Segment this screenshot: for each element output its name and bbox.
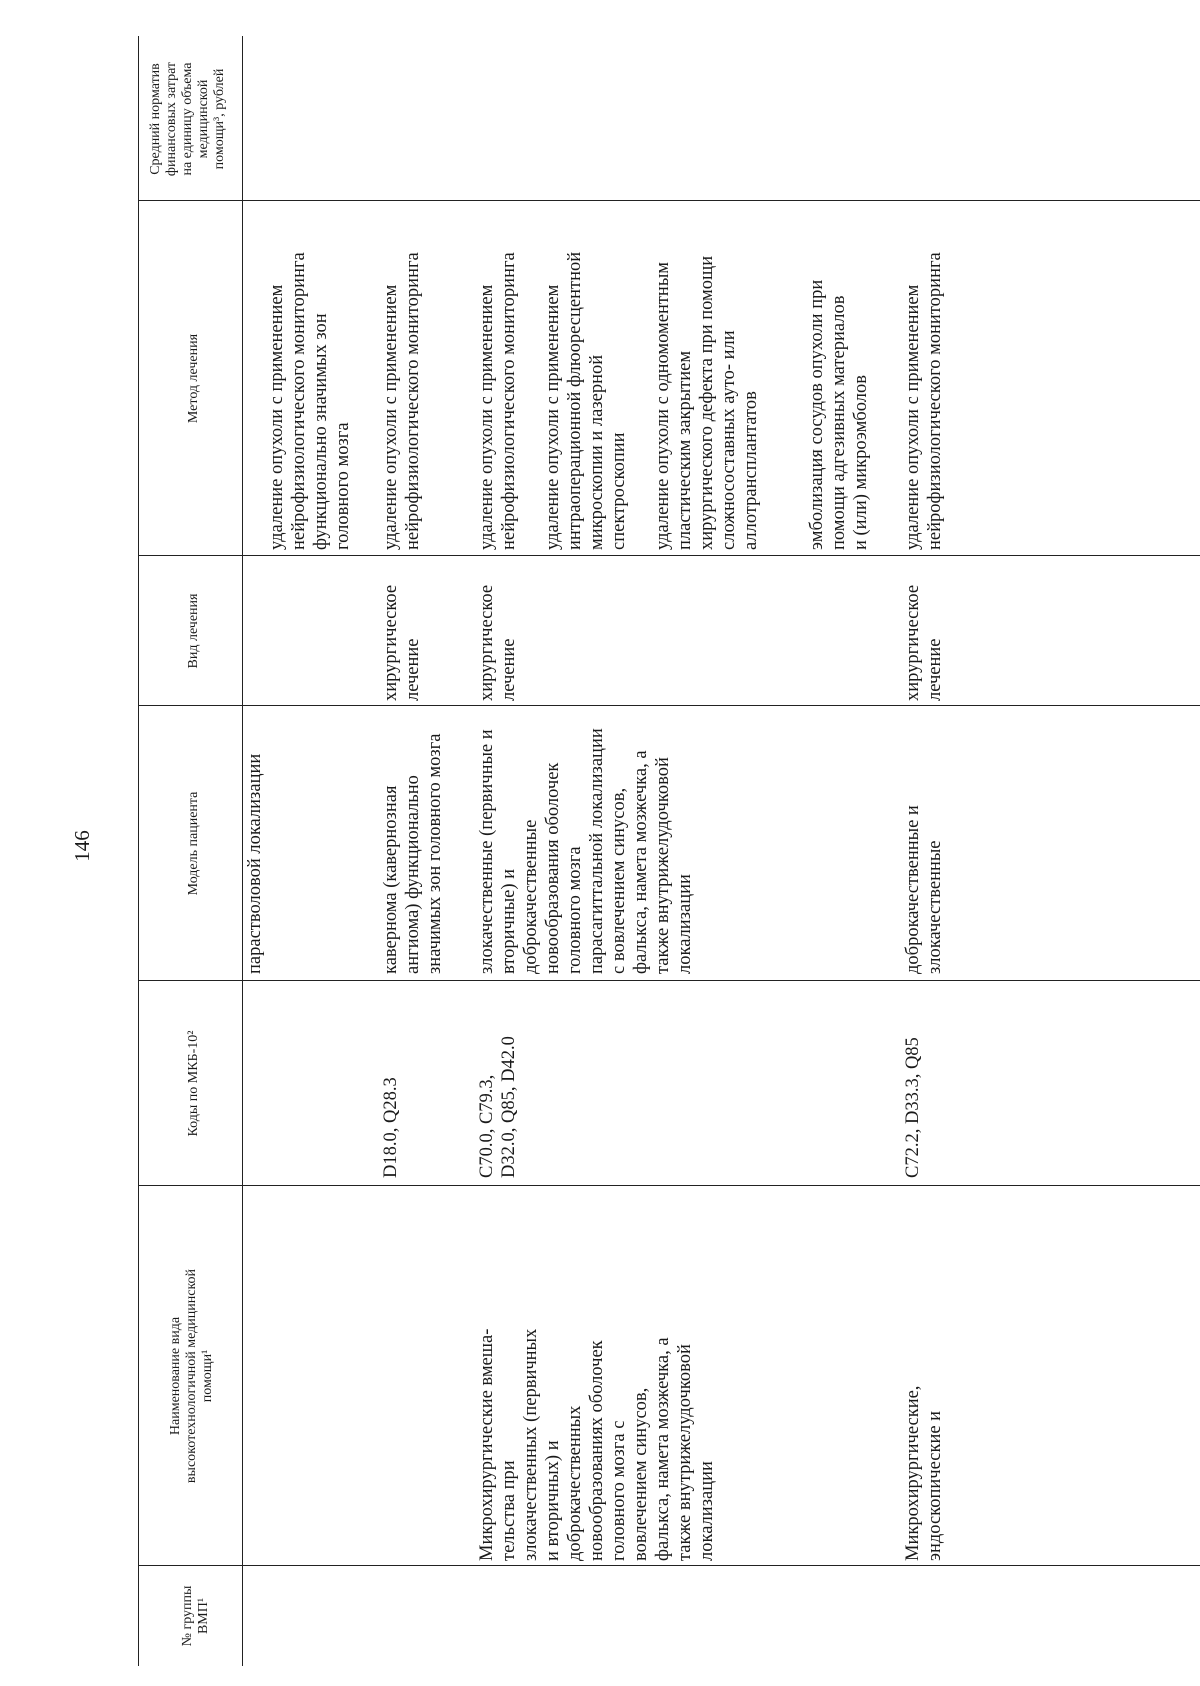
method-cell: удаление опухоли с применением нейрофизиологического мониторинга функционально значимых зон головного мозга xyxy=(267,252,353,550)
vmp-name-cell: Микрохирургические, эндоскопические и xyxy=(903,1385,945,1561)
header-group-no: № группы ВМП¹ xyxy=(180,1585,211,1647)
method-cell: удаление опухоли с применением нейрофизиологического мониторинга xyxy=(381,252,423,550)
method-cell: удаление опухоли с применением нейрофизиологического мониторинга xyxy=(903,252,945,550)
treatment-type-cell: хирургическое лечение xyxy=(381,584,423,701)
column-divider xyxy=(138,980,1200,981)
patient-model-cell: доброкачественные и злокачественные xyxy=(903,805,945,974)
icd-codes-cell: D18.0, Q28.3 xyxy=(381,1077,401,1178)
header-patient-model: Модель пациента xyxy=(186,791,201,896)
column-divider xyxy=(138,555,1200,556)
header-icd-codes: Коды по МКБ-10² xyxy=(186,1030,201,1137)
treatment-type-cell: хирургическое лечение xyxy=(903,584,945,701)
patient-model-cell: парастволовой локализации xyxy=(245,753,265,974)
column-divider xyxy=(138,705,1200,706)
patient-model-cell: злокачественные (первичные и вторичные) и доброкачественные новообразования оболочек головного мозга парасагиттальной локализации с вовлечением синусов, фалькса, намета мозжечка, а также внутрижелудочковой локализации xyxy=(477,728,695,974)
header-vmp-name: Наименование вида высокотехнологичной медицинской помощи¹ xyxy=(168,1268,215,1484)
column-divider xyxy=(138,1565,1200,1566)
patient-model-cell: кавернома (кавернозная ангиома) функционально значимых зон головного мозга xyxy=(381,733,445,974)
table-top-border xyxy=(138,36,139,1666)
header-treatment-type: Вид лечения xyxy=(186,593,201,669)
icd-codes-cell: C72.2, D33.3, Q85 xyxy=(903,1037,923,1178)
icd-codes-cell: C70.0, C79.3, D32.0, Q85, D42.0 xyxy=(477,1036,519,1178)
header-cost: Средний норматив финансовых затрат на единицу объема медицинской помощи³, рублей xyxy=(148,61,227,177)
header-bottom-border xyxy=(242,36,243,1666)
method-cell: удаление опухоли с применением нейрофизиологического мониторинга удаление опухоли с применением интраоперационной флюоресцентной микроскопии и лазерной спектроскопии удаление опухоли с одномоментным пластическим закрытием хирургического дефекта при помощи сложносоставных ауто- или аллотрансплантатов эмболизация сосудов опухоли при помощи адгезивных материалов и (или) микроэмболов xyxy=(477,251,871,550)
column-divider xyxy=(138,1185,1200,1186)
treatment-type-cell: хирургическое лечение xyxy=(477,584,519,701)
column-divider xyxy=(138,200,1200,201)
vmp-name-cell: Микрохирургические вмеша- тельства при злокачественных (первичных и вторичных) и доброкачественных новообразованиях оболочек головного мозга с вовлечением синусов, фалькса, намета мозжечка, а также внутрижелудочковой локализации xyxy=(477,1328,717,1561)
page-number: 146 xyxy=(70,830,94,862)
header-method: Метод лечения xyxy=(186,333,201,424)
